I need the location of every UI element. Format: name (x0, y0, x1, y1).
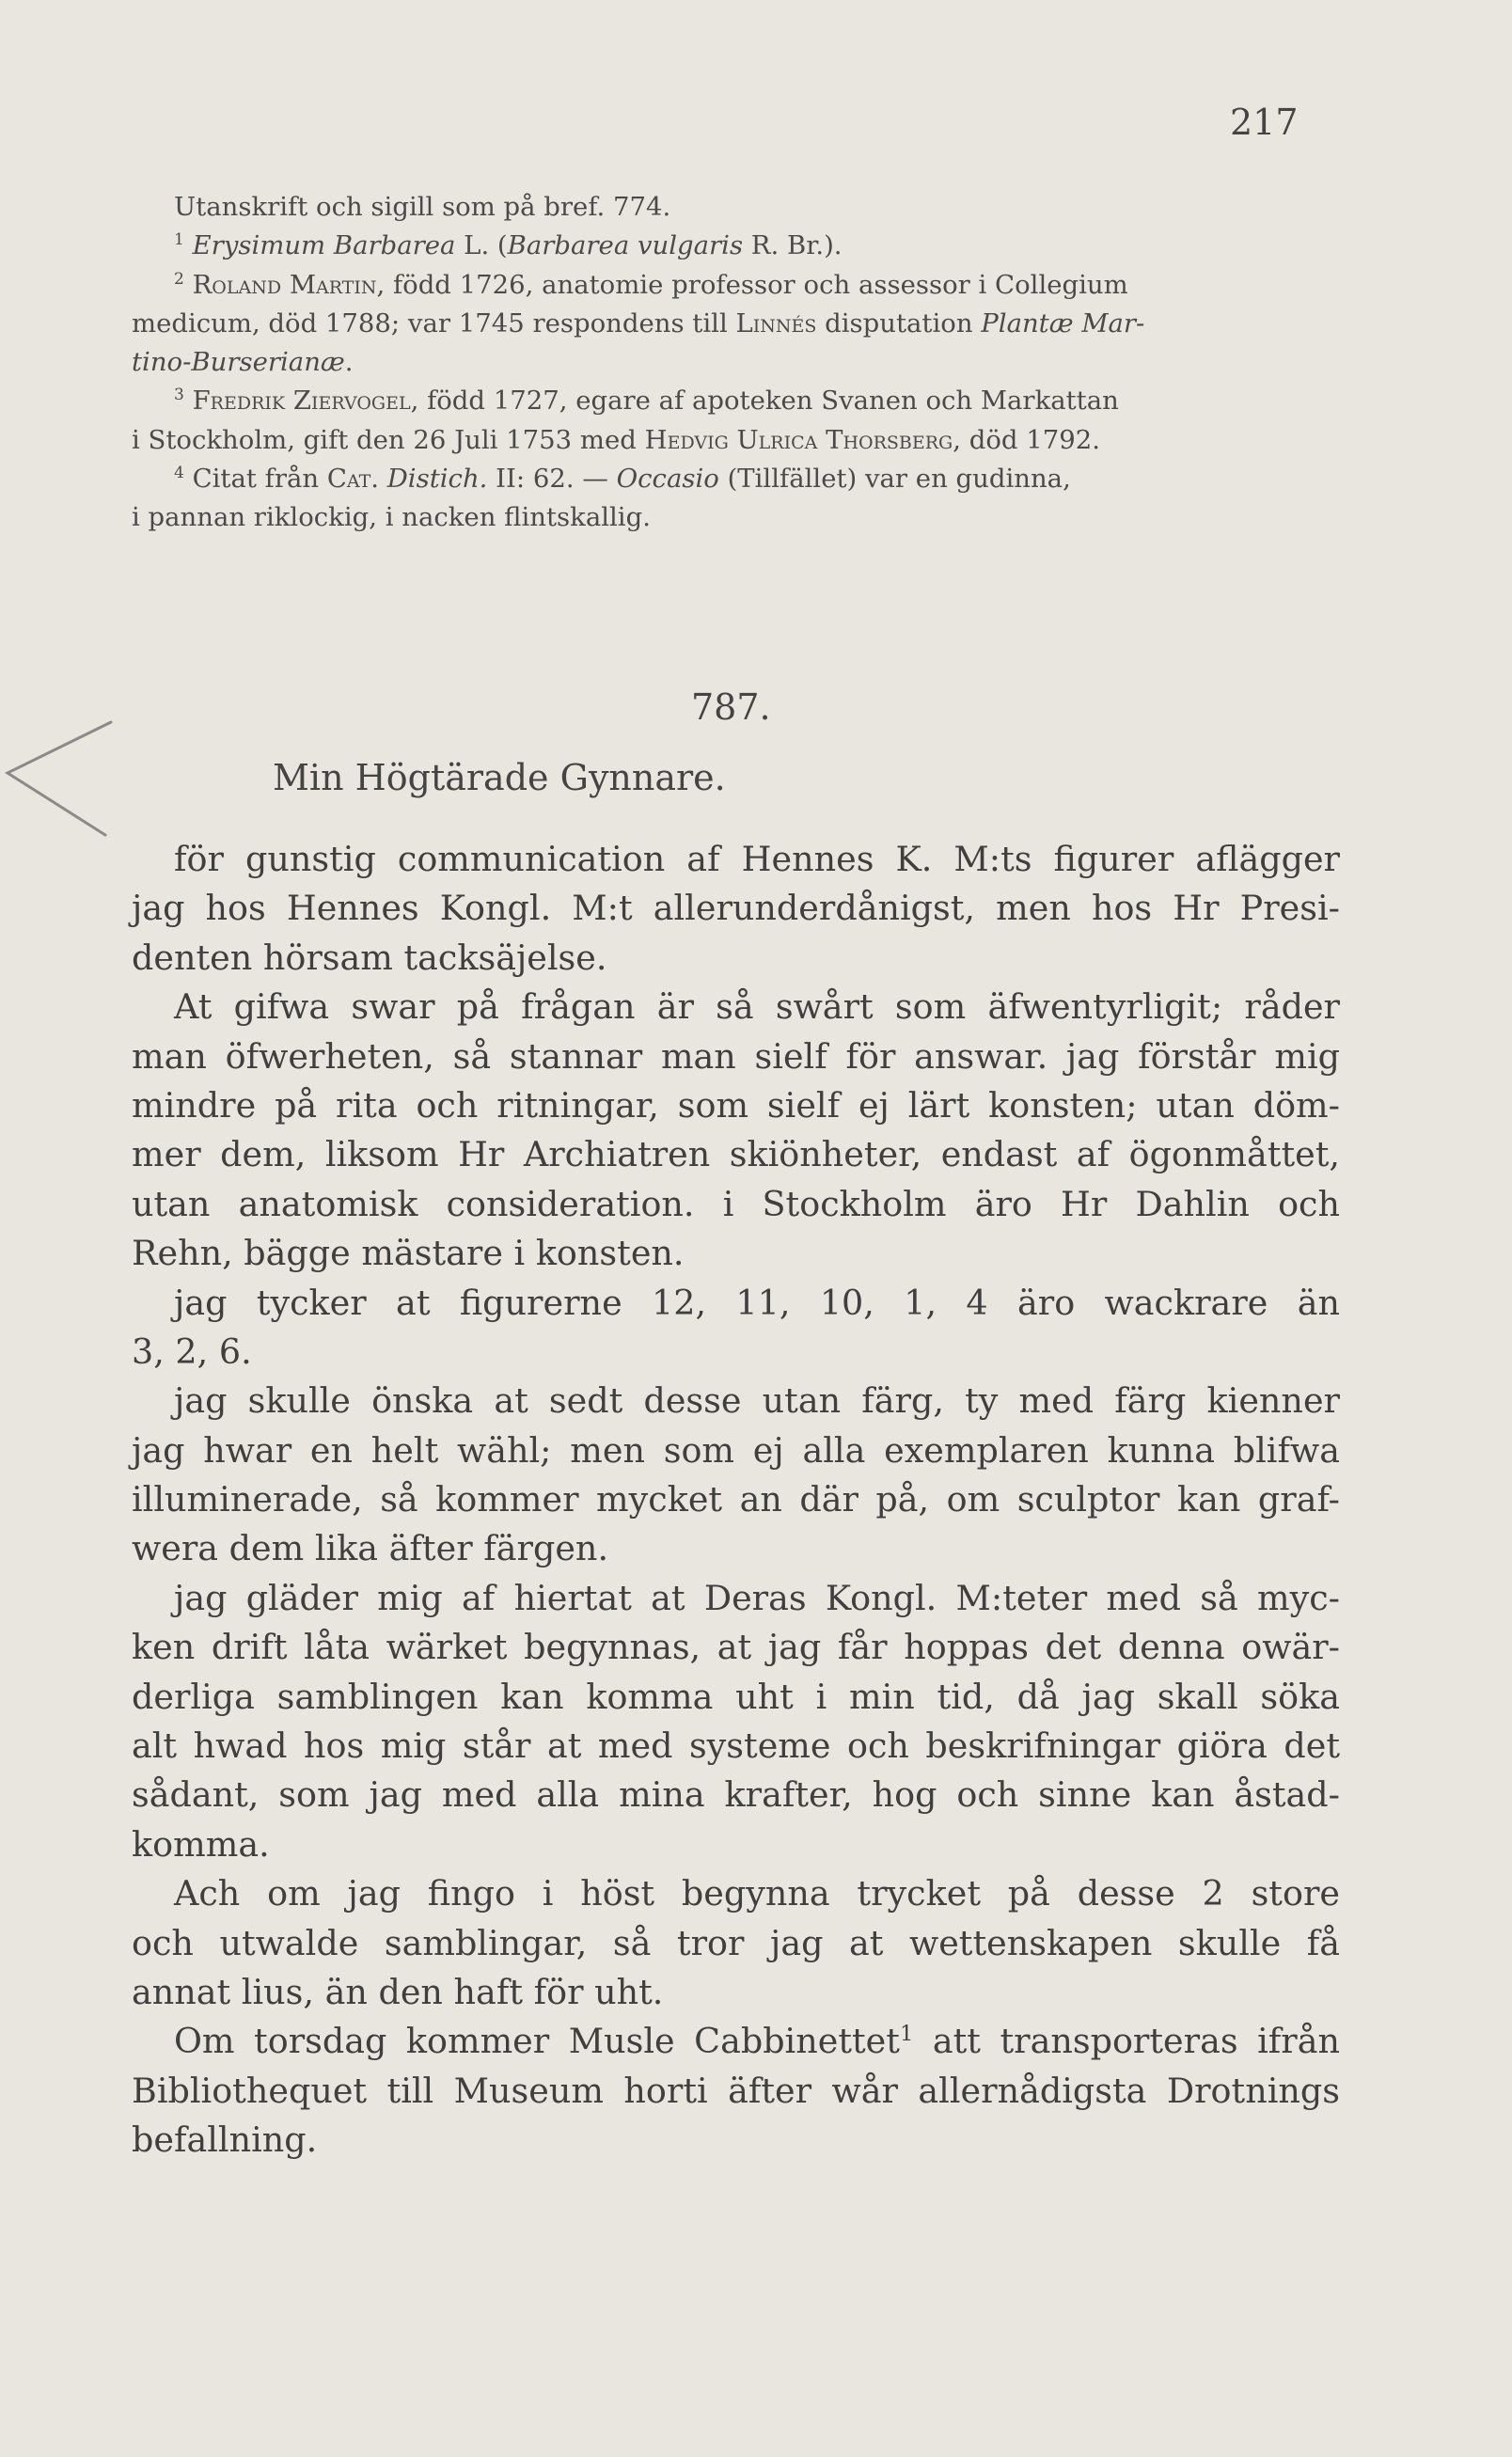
footnote-mark: 1 (174, 230, 184, 250)
footnote-2-line-3 (132, 343, 1340, 382)
species-name: Erysimum Barbarea (192, 230, 456, 261)
body-line: man öfwerheten, så stannar man sielf för answar. jag förstår mig (132, 1035, 1340, 1077)
cited-term: Occasio (616, 464, 719, 495)
cited-author: Cat. (326, 464, 379, 495)
note-address-line (132, 188, 1340, 227)
body-line: befallning. (132, 2119, 318, 2161)
body-line: Rehn, bägge mästare i konsten. (132, 1233, 685, 1274)
letter-number: 787. (691, 686, 771, 728)
note-text: , död 1792. (953, 424, 1100, 455)
body-line: jag hos Hennes Kongl. M:t allerunderdånigst, men hos Hr Presi- (132, 888, 1340, 929)
pencil-angle-mark (0, 715, 113, 846)
salutation: Min Högtärade Gynnare. (273, 757, 726, 798)
person-name: Linnés (735, 307, 817, 339)
synonym-name: Barbarea vulgaris (507, 230, 744, 261)
body-line: jag hwar en helt wähl; men som ej alla exemplaren kunna blifwa (132, 1429, 1340, 1471)
footnote-2-line-1 (132, 266, 1340, 305)
body-line: jag tycker at figurerne 12, 11, 10, 1, 4 äro wackrare än (174, 1282, 1340, 1323)
body-line: och utwalde samblingar, så tror jag at wettenskapen skulle få (132, 1922, 1340, 1963)
body-line: utan anatomisk consideration. i Stockholm äro Hr Dahlin och (132, 1183, 1340, 1224)
note-text: L. ( (455, 230, 508, 261)
page-number: 217 (1230, 102, 1299, 143)
note-text: Citat från (192, 464, 327, 495)
note-text: i Stockholm, gift den 26 Juli 1753 med (132, 424, 645, 455)
body-line: jag skulle önska at sedt desse utan färg, ty med färg kienner (174, 1380, 1340, 1422)
footnote-4-line-2 (132, 498, 1340, 537)
letter-body (132, 835, 1340, 2166)
body-line: alt hwad hos mig står at med systeme och beskrifningar giöra det (132, 1725, 1340, 1767)
note-text: . (344, 347, 354, 378)
footnote-mark: 3 (174, 386, 184, 405)
body-line: derliga samblingen kan komma uht i min tid, då jag skall söka (132, 1676, 1340, 1717)
dissertation-title-cont: tino-Burserianæ (132, 347, 345, 378)
person-first-name: Fredrik (192, 386, 286, 417)
body-line: At gifwa swar på frågan är så swårt som äfwentyrligit; råder (174, 986, 1340, 1028)
note-text: , född 1727, egare af apoteken Svanen och Markattan (410, 386, 1119, 417)
footnote-2-line-2 (132, 305, 1340, 343)
spouse-name: Hedvig Ulrica Thorsberg (644, 424, 953, 455)
note-text: , född 1726, anatomie professor och assessor i Collegium (376, 269, 1128, 300)
body-line-with-footnote (132, 2017, 1340, 2066)
footnote-4-line-1 (132, 460, 1340, 498)
note-text: i pannan riklockig, i nacken flintskallig. (132, 502, 651, 533)
body-line: Ach om jag fingo i höst begynna trycket på desse 2 store (174, 1873, 1340, 1914)
body-line: illuminerade, så kommer mycket an där på, om sculptor kan graf- (132, 1479, 1340, 1520)
body-line: Bibliothequet till Museum horti äfter wår allernådigsta Drotnings (132, 2070, 1340, 2111)
footnote-1 (132, 227, 1340, 265)
body-line: wera dem lika äfter färgen. (132, 1528, 609, 1569)
person-last-name: Martin (289, 269, 377, 300)
footnote-mark: 2 (174, 269, 184, 289)
footnote-mark: 4 (174, 463, 184, 482)
footnote-3-line-2 (132, 421, 1340, 460)
note-text: (Tillfället) var en gudinna, (718, 464, 1071, 495)
body-line: mer dem, liksom Hr Archiatren skiönheter, endast af ögonmåttet, (132, 1134, 1340, 1175)
cited-work: Distich. (386, 464, 488, 495)
note-text: disputation (816, 307, 982, 339)
body-text: att transporteras ifrån (913, 2021, 1340, 2062)
footnote-3-line-1 (132, 382, 1340, 420)
note-text: Utanskrift och sigill som på bref. 774. (174, 192, 671, 222)
note-text: II: 62. — (487, 464, 617, 495)
body-line: mindre på rita och ritningar, som sielf ej lärt konsten; utan döm- (132, 1084, 1340, 1126)
body-line: komma. (132, 1823, 270, 1865)
person-first-name: Roland (192, 269, 282, 300)
dissertation-title: Plantæ Mar- (981, 307, 1145, 339)
body-line: 3, 2, 6. (132, 1331, 252, 1372)
body-line: för gunstig communication af Hennes K. M:ts figurer aflägger (174, 839, 1340, 879)
footnotes-block (132, 188, 1340, 538)
body-line: ken drift låta wärket begynnas, at jag får hoppas det denna owär- (132, 1627, 1340, 1668)
note-text: medicum, död 1788; var 1745 respondens till (132, 307, 736, 339)
body-line: denten hörsam tacksäjelse. (132, 937, 607, 978)
person-last-name: Ziervogel (292, 386, 411, 417)
body-line: jag gläder mig af hiertat at Deras Kongl. M:teter med så myc- (174, 1577, 1340, 1618)
body-line: sådant, som jag med alla mina krafter, hog och sinne kan åstad- (132, 1774, 1340, 1816)
body-line: annat lius, än den haft för uht. (132, 1971, 664, 2012)
body-text: Om torsdag kommer Musle Cabbinettet (174, 2021, 900, 2062)
footnote-reference: 1 (899, 2022, 914, 2047)
note-text: R. Br.). (743, 230, 843, 261)
